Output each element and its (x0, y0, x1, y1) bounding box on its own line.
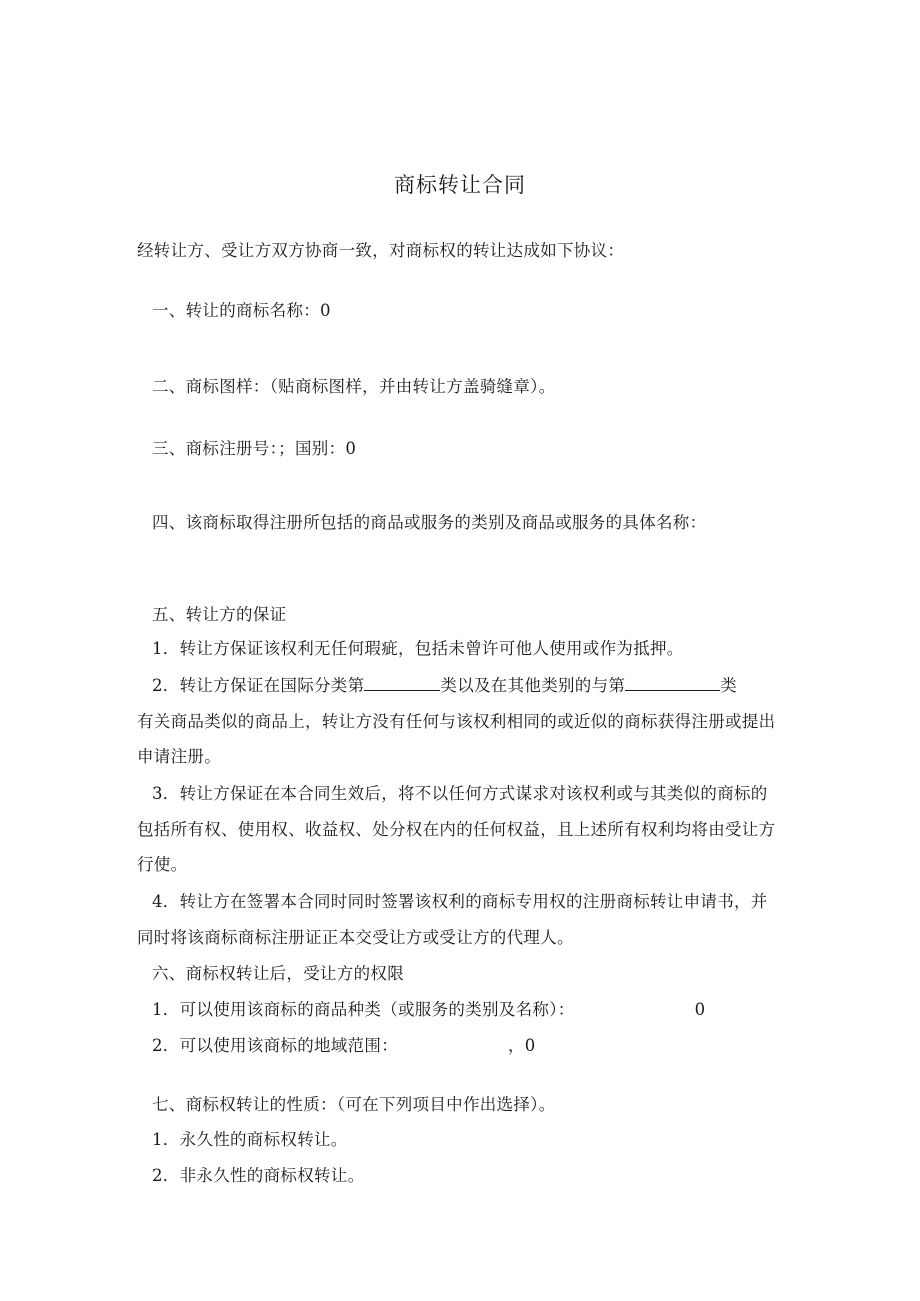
section-5-item-3-line-1: 3．转让方保证在本合同生效后，将不以任何方式谋求对该权利或与其类似的商标的 (152, 784, 768, 803)
section-7-heading: 七、商标权转让的性质：（可在下列项目中作出选择）。 (152, 1095, 556, 1114)
section-5-item-2-text-a: 2．转让方保证在国际分类第 (152, 676, 365, 695)
section-6-heading: 六、商标权转让后，受让方的权限 (152, 964, 404, 983)
section-6-item-2 (152, 1035, 536, 1057)
section-6-item-1-value: 0 (694, 1000, 706, 1019)
section-5-item-4-line-2: 同时将该商标商标注册证正本交受让方或受让方的代理人。 (137, 928, 574, 947)
section-5-item-2-text-b: 类以及在其他类别的与第 (440, 676, 626, 695)
section-5-item-4-line-1: 4．转让方在签署本合同时同时签署该权利的商标专用权的注册商标转让申请书，并 (152, 892, 768, 911)
section-6-item-2-text: 2．可以使用该商标的地域范围： (152, 1036, 398, 1055)
section-7-item-2: 2．非永久性的商标权转让。 (152, 1166, 365, 1185)
section-7-item-1: 1．永久性的商标权转让。 (152, 1130, 348, 1149)
page-title: 商标转让合同 (394, 173, 526, 197)
section-5-item-3-line-3: 行使。 (137, 855, 188, 874)
section-6-item-1 (152, 999, 705, 1021)
section-6-item-1-text: 1．可以使用该商标的商品种类（或服务的类别及名称）： (152, 1000, 575, 1019)
section-5-item-2-line-1 (152, 675, 737, 697)
section-6-item-2-value: ，0 (508, 1036, 536, 1055)
section-5-item-1: 1．转让方保证该权利无任何瑕疵，包括未曾许可他人使用或作为抵押。 (152, 639, 684, 658)
section-3-registration-number: 三、商标注册号：；国别：0 (152, 439, 357, 458)
section-5-item-2-line-2: 有关商品类似的商品上，转让方没有任何与该权利相同的或近似的商标获得注册或提出 (137, 712, 776, 731)
section-4-goods-services: 四、该商标取得注册所包括的商品或服务的类别及商品或服务的具体名称： (152, 513, 707, 532)
section-2-trademark-image: 二、商标图样：（贴商标图样，并由转让方盖骑缝章）。 (152, 377, 556, 396)
intro-paragraph: 经转让方、受让方双方协商一致，对商标权的转让达成如下协议： (137, 241, 625, 260)
class-number-blank (364, 676, 440, 691)
section-5-item-2-text-c: 类 (720, 676, 738, 695)
section-1-trademark-name: 一、转让的商标名称：0 (152, 301, 331, 320)
section-5-heading: 五、转让方的保证 (152, 605, 287, 624)
section-5-item-2-line-3: 申请注册。 (137, 747, 221, 766)
other-class-number-blank (625, 676, 720, 691)
section-5-item-3-line-2: 包括所有权、使用权、收益权、处分权在内的任何权益，且上述所有权利均将由受让方 (137, 820, 776, 839)
